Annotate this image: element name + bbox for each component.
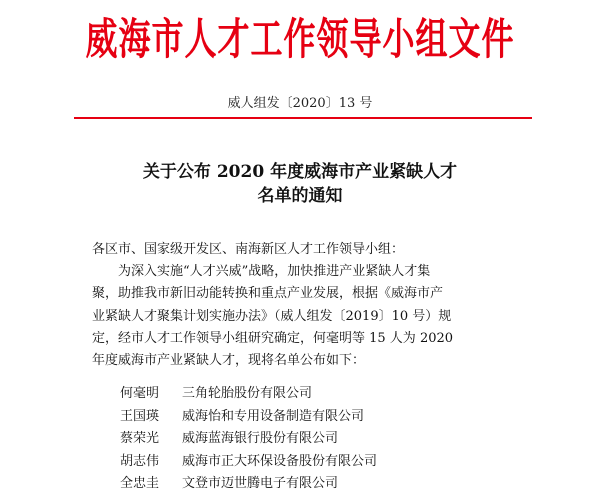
body-paragraph bbox=[92, 261, 512, 372]
paragraph-line: 年度威海市产业紧缺人才，现将名单公布如下： bbox=[92, 353, 366, 369]
paragraph-line: 聚，助推我市新旧动能转换和重点产业发展，根据《威海市产 bbox=[92, 286, 444, 302]
paragraph-line: 定，经市人才工作领导小组研究确定，何毫明等 15 人为 2020 bbox=[92, 330, 454, 346]
document-number: 威人组发〔2020〕13 号 bbox=[227, 96, 373, 111]
letterhead-title: 威海市人才工作领导小组文件 bbox=[85, 13, 515, 65]
notice-title-line-2: 名单的通知 bbox=[257, 186, 343, 206]
company-name: 威海怡和专用设备制造有限公司 bbox=[182, 408, 365, 424]
list-item bbox=[120, 428, 520, 451]
person-name: 王国瑛 bbox=[120, 408, 160, 424]
person-name: 蔡荣光 bbox=[120, 431, 160, 446]
notice-title-line-1: 关于公布 2020 年度威海市产业紧缺人才 bbox=[142, 162, 458, 182]
company-name: 文登市迈世腾电子有限公司 bbox=[182, 476, 339, 491]
company-name: 威海蓝海银行股份有限公司 bbox=[182, 431, 339, 446]
list-item bbox=[120, 383, 520, 406]
list-item bbox=[120, 451, 520, 474]
salutation: 各区市、国家级开发区、南海新区人才工作领导小组： bbox=[92, 242, 405, 257]
company-name: 威海市正大环保设备股份有限公司 bbox=[182, 453, 378, 469]
paragraph-line: 业紧缺人才聚集计划实施办法》（威人组发〔2019〕10 号）规 bbox=[92, 308, 452, 324]
red-divider bbox=[74, 117, 532, 119]
person-name: 胡志伟 bbox=[120, 453, 160, 469]
person-name: 何毫明 bbox=[120, 386, 160, 401]
paragraph-line: 为深入实施“人才兴威”战略，加快推进产业紧缺人才集 bbox=[118, 264, 431, 279]
list-item bbox=[120, 406, 520, 429]
person-name: 全忠圭 bbox=[120, 476, 160, 491]
company-name: 三角轮胎股份有限公司 bbox=[182, 386, 313, 401]
talent-name-list bbox=[120, 383, 520, 496]
list-item bbox=[120, 473, 520, 496]
